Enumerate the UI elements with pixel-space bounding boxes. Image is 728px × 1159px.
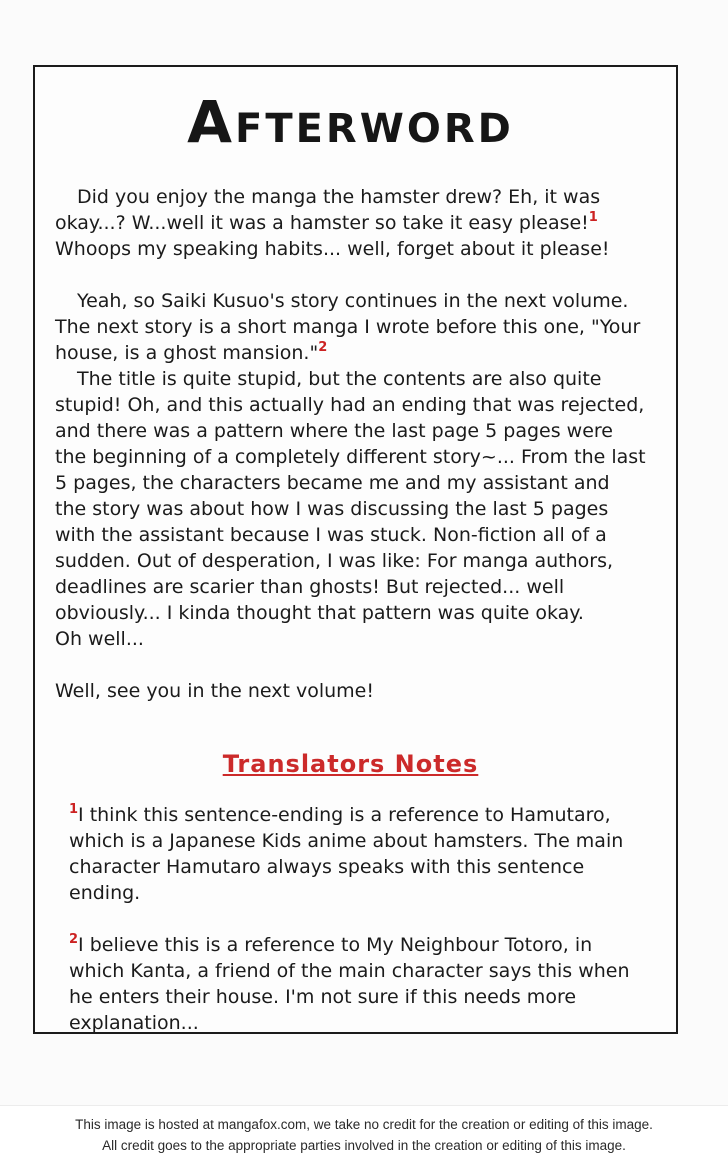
hosting-credit-footer bbox=[0, 1105, 728, 1159]
paragraph-3: The title is quite stupid, but the contents are also quite stupid! Oh, and this actually had an ending that was rejected, and there was a pattern where the last page 5 pages were the beginning of a completely different story~... From the last 5 pages, the characters became me and my assistant and the story was about how I was discussing the last 5 pages with the assistant because I was stuck. Non-fiction all of a sudden. Out of desperation, I was like: For manga authors, deadlines are scarier than ghosts! But rejected... well obviously... I kinda thought that pattern was quite okay. bbox=[55, 368, 646, 624]
closing-line: Well, see you in the next volume! bbox=[55, 680, 374, 702]
translators-notes-heading: Translators Notes bbox=[222, 750, 479, 778]
footnote-ref-2: 2 bbox=[318, 339, 328, 355]
afterword-sheet bbox=[33, 65, 678, 1034]
paragraph-2 bbox=[55, 288, 646, 366]
footnote-ref-1: 1 bbox=[588, 209, 598, 225]
note-2-text: I believe this is a reference to My Neighbour Totoro, in which Kanta, a friend of the main character says this when he enters their house. I'm not sure if this needs more explanation... bbox=[69, 934, 630, 1034]
paragraph-3-tail: Oh well... bbox=[55, 628, 144, 650]
hosting-credit-line-2: All credit goes to the appropriate parties involved in the creation or editing of this image. bbox=[102, 1138, 626, 1153]
paragraph-2-text: Yeah, so Saiki Kusuo's story continues in the next volume. The next story is a short manga I wrote before this one, "Your house, is a ghost mansion." bbox=[55, 290, 641, 364]
paragraph-1 bbox=[55, 184, 646, 262]
note-1-text: I think this sentence-ending is a reference to Hamutaro, which is a Japanese Kids anime about hamsters. The main character Hamutaro always speaks with this sentence ending. bbox=[69, 804, 624, 904]
translator-note-1 bbox=[69, 802, 646, 906]
hosting-credit-line-1: This image is hosted at mangafox.com, we take no credit for the creation or editing of this image. bbox=[75, 1117, 653, 1132]
paragraph-1-text-cont: Whoops my speaking habits... well, forget about it please! bbox=[55, 238, 610, 260]
paragraph-1-text: Did you enjoy the manga the hamster drew? Eh, it was okay...? W...well it was a hamster so take it easy please! bbox=[55, 186, 601, 234]
translator-note-2 bbox=[69, 932, 646, 1036]
note-2-marker: 2 bbox=[69, 931, 79, 947]
note-1-marker: 1 bbox=[69, 801, 79, 817]
page-title: AFTERWORD bbox=[187, 88, 514, 156]
